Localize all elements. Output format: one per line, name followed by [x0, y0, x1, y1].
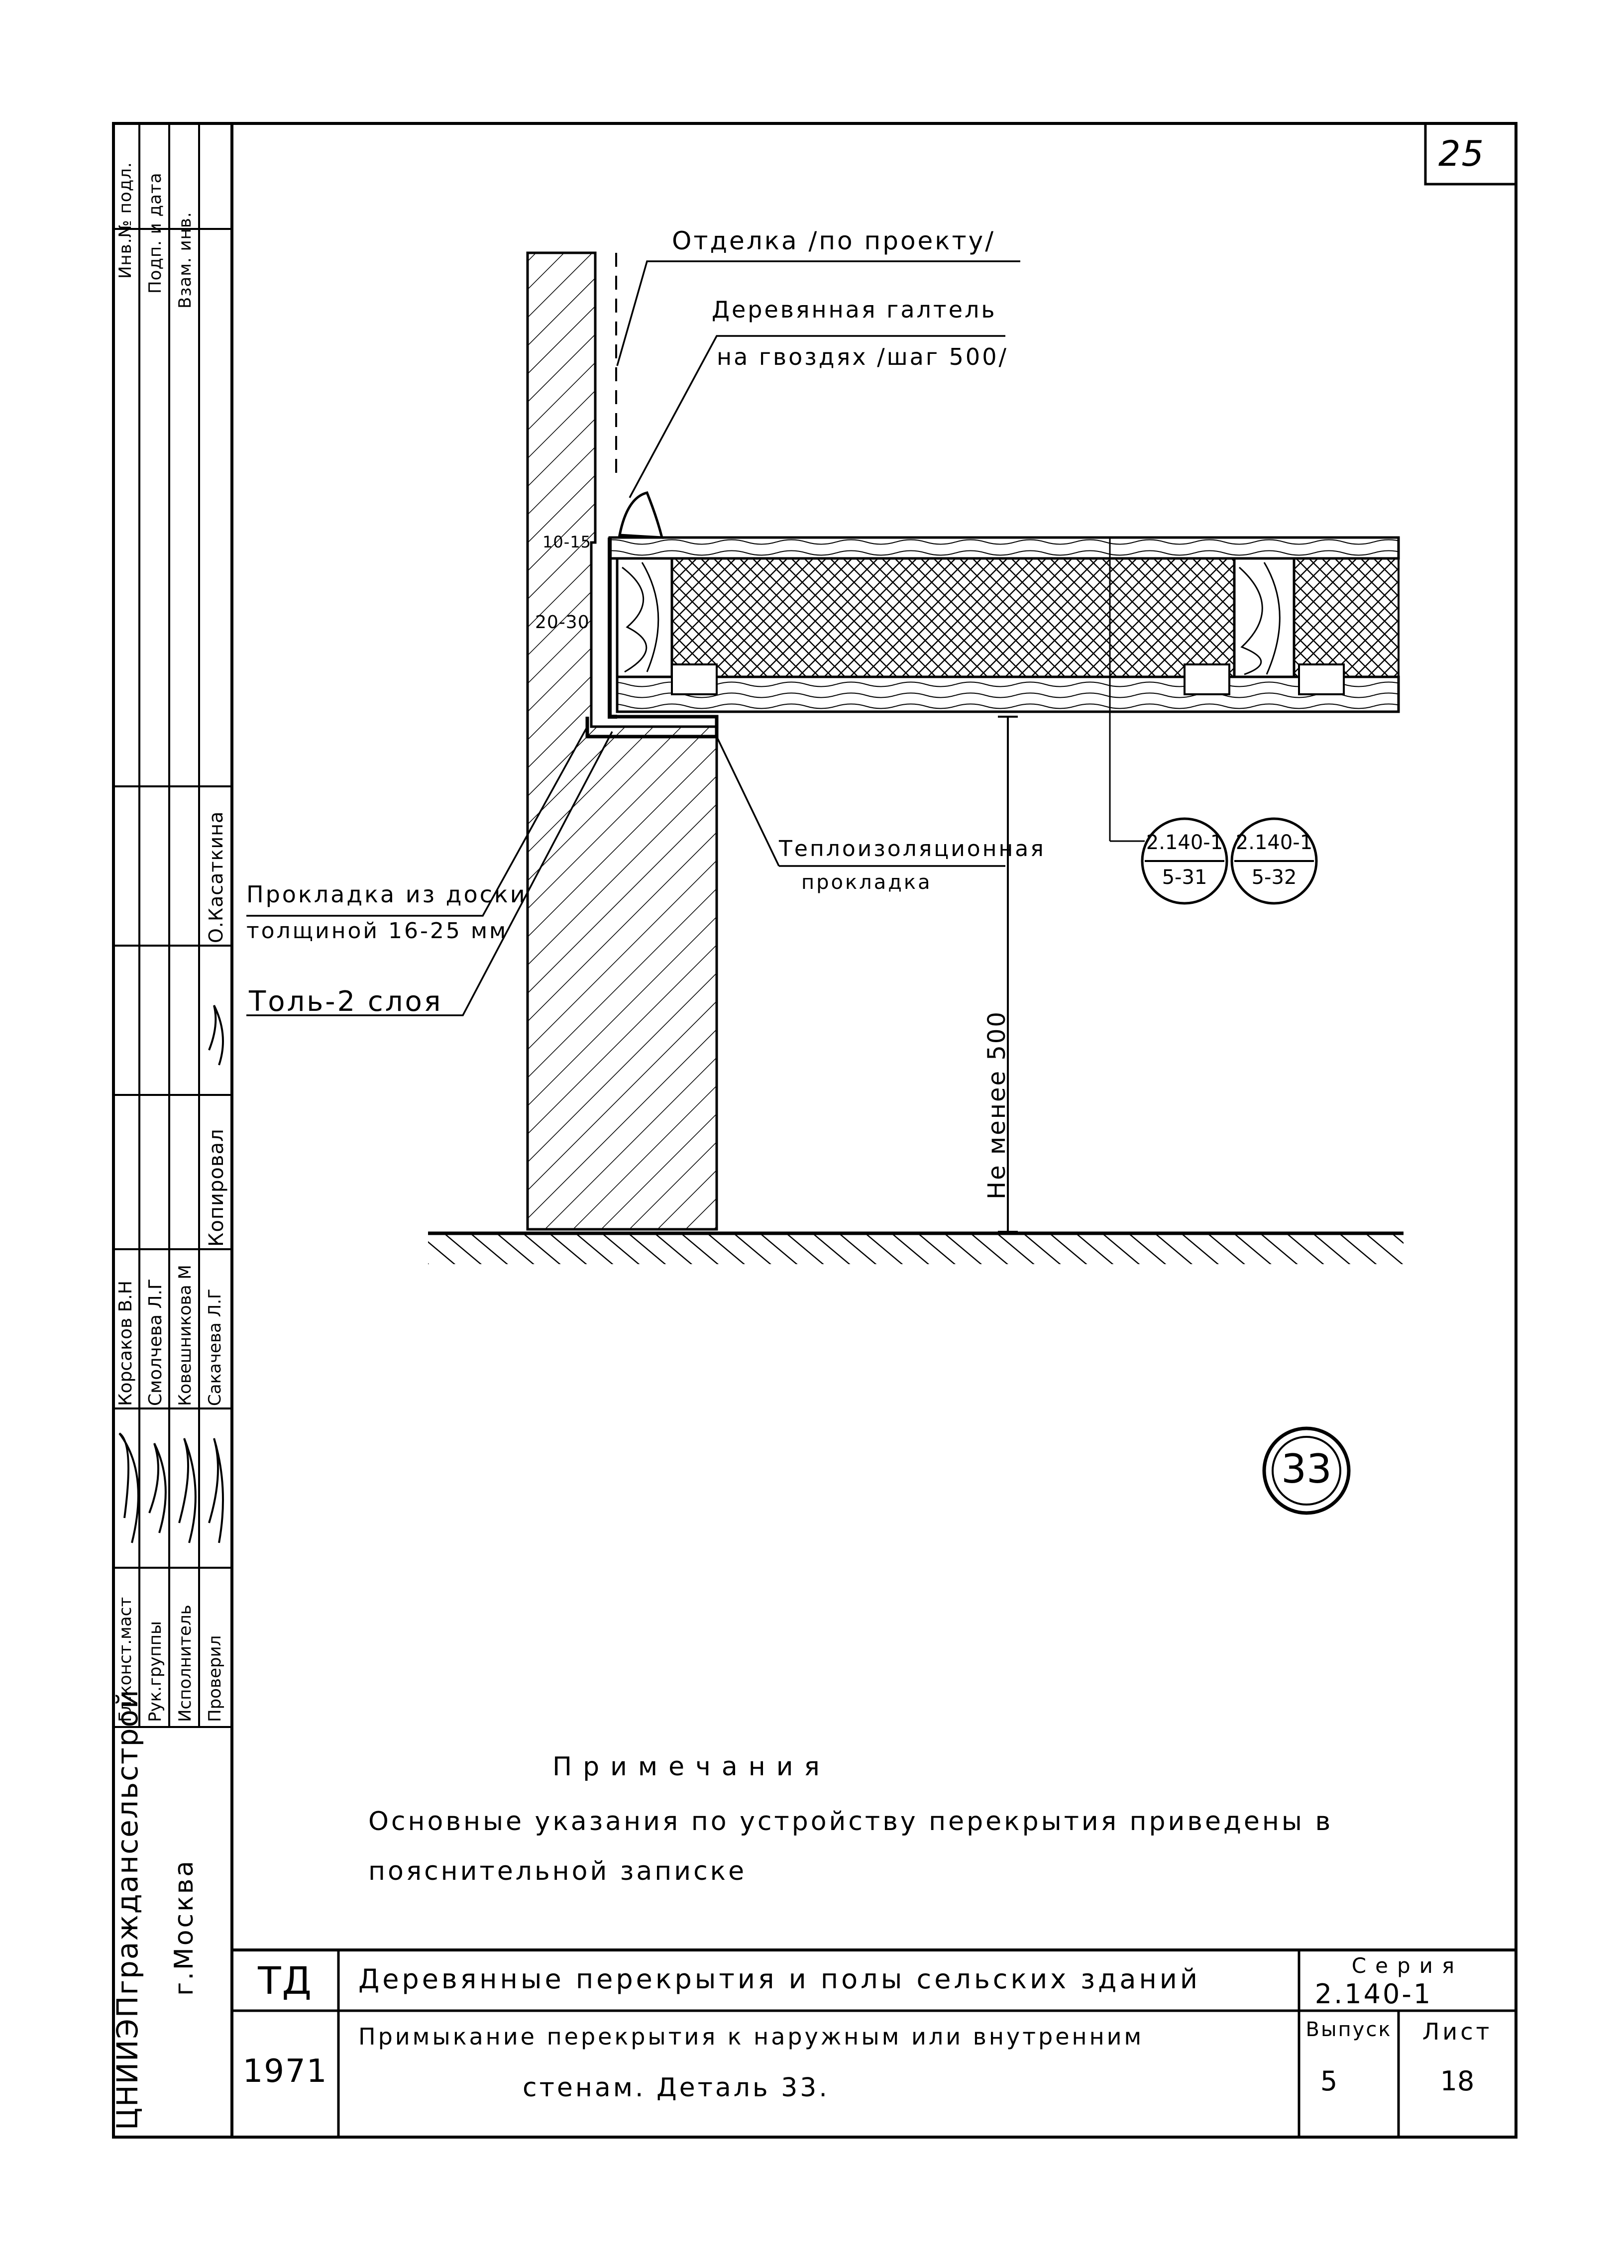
- strip-role-4: Проверил: [205, 1635, 225, 1722]
- stamp-seria-value: 2.140-1: [1314, 1978, 1433, 2010]
- strip-role-1: Гл.конст.маст: [115, 1597, 135, 1722]
- joist-left: [617, 558, 672, 677]
- strip-header-3: Взам. инв.: [175, 212, 195, 309]
- note-line-1: Основные указания по устройству перекрытия приведены в: [368, 1807, 1333, 1836]
- signatures: [119, 1005, 223, 1543]
- label-otdelka: Отделка /по проекту/: [672, 226, 996, 255]
- ceiling-board: [617, 677, 1399, 712]
- stamp-city: г.Москва: [169, 1858, 199, 1996]
- label-ne-menee-500: Не менее 500: [983, 1010, 1011, 1199]
- stamp-vypusk-value: 5: [1320, 2065, 1338, 2097]
- label-prokladka-1: Прокладка из доски: [246, 881, 527, 908]
- strip-header-2: Подп. и дата: [145, 172, 165, 294]
- strip-name-4: Сакачева Л.Г: [205, 1289, 225, 1406]
- detail-number: 33: [1281, 1446, 1332, 1492]
- strip-role-3: Исполнитель: [175, 1605, 195, 1722]
- brick-wall: [528, 253, 717, 1229]
- ref1-top: 2.140-1: [1146, 831, 1223, 854]
- label-tol: Толь-2 слоя: [249, 985, 443, 1018]
- stamp-vypusk-label: Выпуск: [1305, 2018, 1392, 2041]
- insulation-layer: [672, 558, 1234, 677]
- strip-name-1: Корсаков В.Н: [115, 1281, 136, 1406]
- label-teplo-2: прокладка: [801, 871, 932, 894]
- ref1-bottom: 5-31: [1162, 866, 1207, 889]
- ground: [428, 1233, 1404, 1264]
- dim-10-15: 10-15: [542, 533, 591, 551]
- stamp-td: ТД: [258, 1958, 313, 2003]
- floorboard: [610, 538, 1399, 558]
- strip-name-3: Ковешникова М: [175, 1265, 195, 1406]
- stamp-subtitle-1: Примыкание перекрытия к наружным или внутренним: [358, 2023, 1144, 2050]
- joist-right: [1234, 558, 1294, 677]
- label-galtel-1: Деревянная галтель: [712, 296, 997, 323]
- strip-role-2: Рук.группы: [145, 1621, 165, 1722]
- note-line-2: пояснительной записке: [368, 1856, 747, 1886]
- reference-marks: [1142, 819, 1349, 1513]
- strip-header-1: Инв.№ подл.: [115, 162, 135, 279]
- ref2-top: 2.140-1: [1235, 831, 1313, 854]
- ref2-bottom: 5-32: [1251, 866, 1297, 889]
- sheet-number: 25: [1438, 133, 1485, 174]
- stamp-list-value: 18: [1440, 2065, 1475, 2097]
- stamp-title: Деревянные перекрытия и полы сельских зданий: [358, 1963, 1200, 1995]
- stamp-seria-label: Серия: [1351, 1953, 1464, 1978]
- stamp-org: ЦНИИЭПграждансельстрой: [110, 1689, 144, 2130]
- cranial-bar: [672, 664, 717, 694]
- label-galtel-2: на гвоздях /шаг 500/: [717, 343, 1008, 370]
- strip-name-2: Смолчева Л.Г: [145, 1279, 166, 1406]
- fillet: [620, 493, 662, 538]
- strip-copied-label: Копировал: [205, 1128, 228, 1247]
- stamp-year: 1971: [242, 2053, 328, 2090]
- label-teplo-1: Теплоизоляционная: [779, 836, 1046, 862]
- label-prokladka-2: толщиной 16-25 мм: [246, 918, 508, 944]
- strip-copied-name: О.Касаткина: [205, 811, 227, 943]
- stamp-list-label: Лист: [1422, 2018, 1493, 2045]
- stamp-subtitle-2: стенам. Деталь 33.: [523, 2073, 830, 2103]
- note-heading: Примечания: [552, 1752, 831, 1782]
- dim-20-30: 20-30: [535, 612, 590, 633]
